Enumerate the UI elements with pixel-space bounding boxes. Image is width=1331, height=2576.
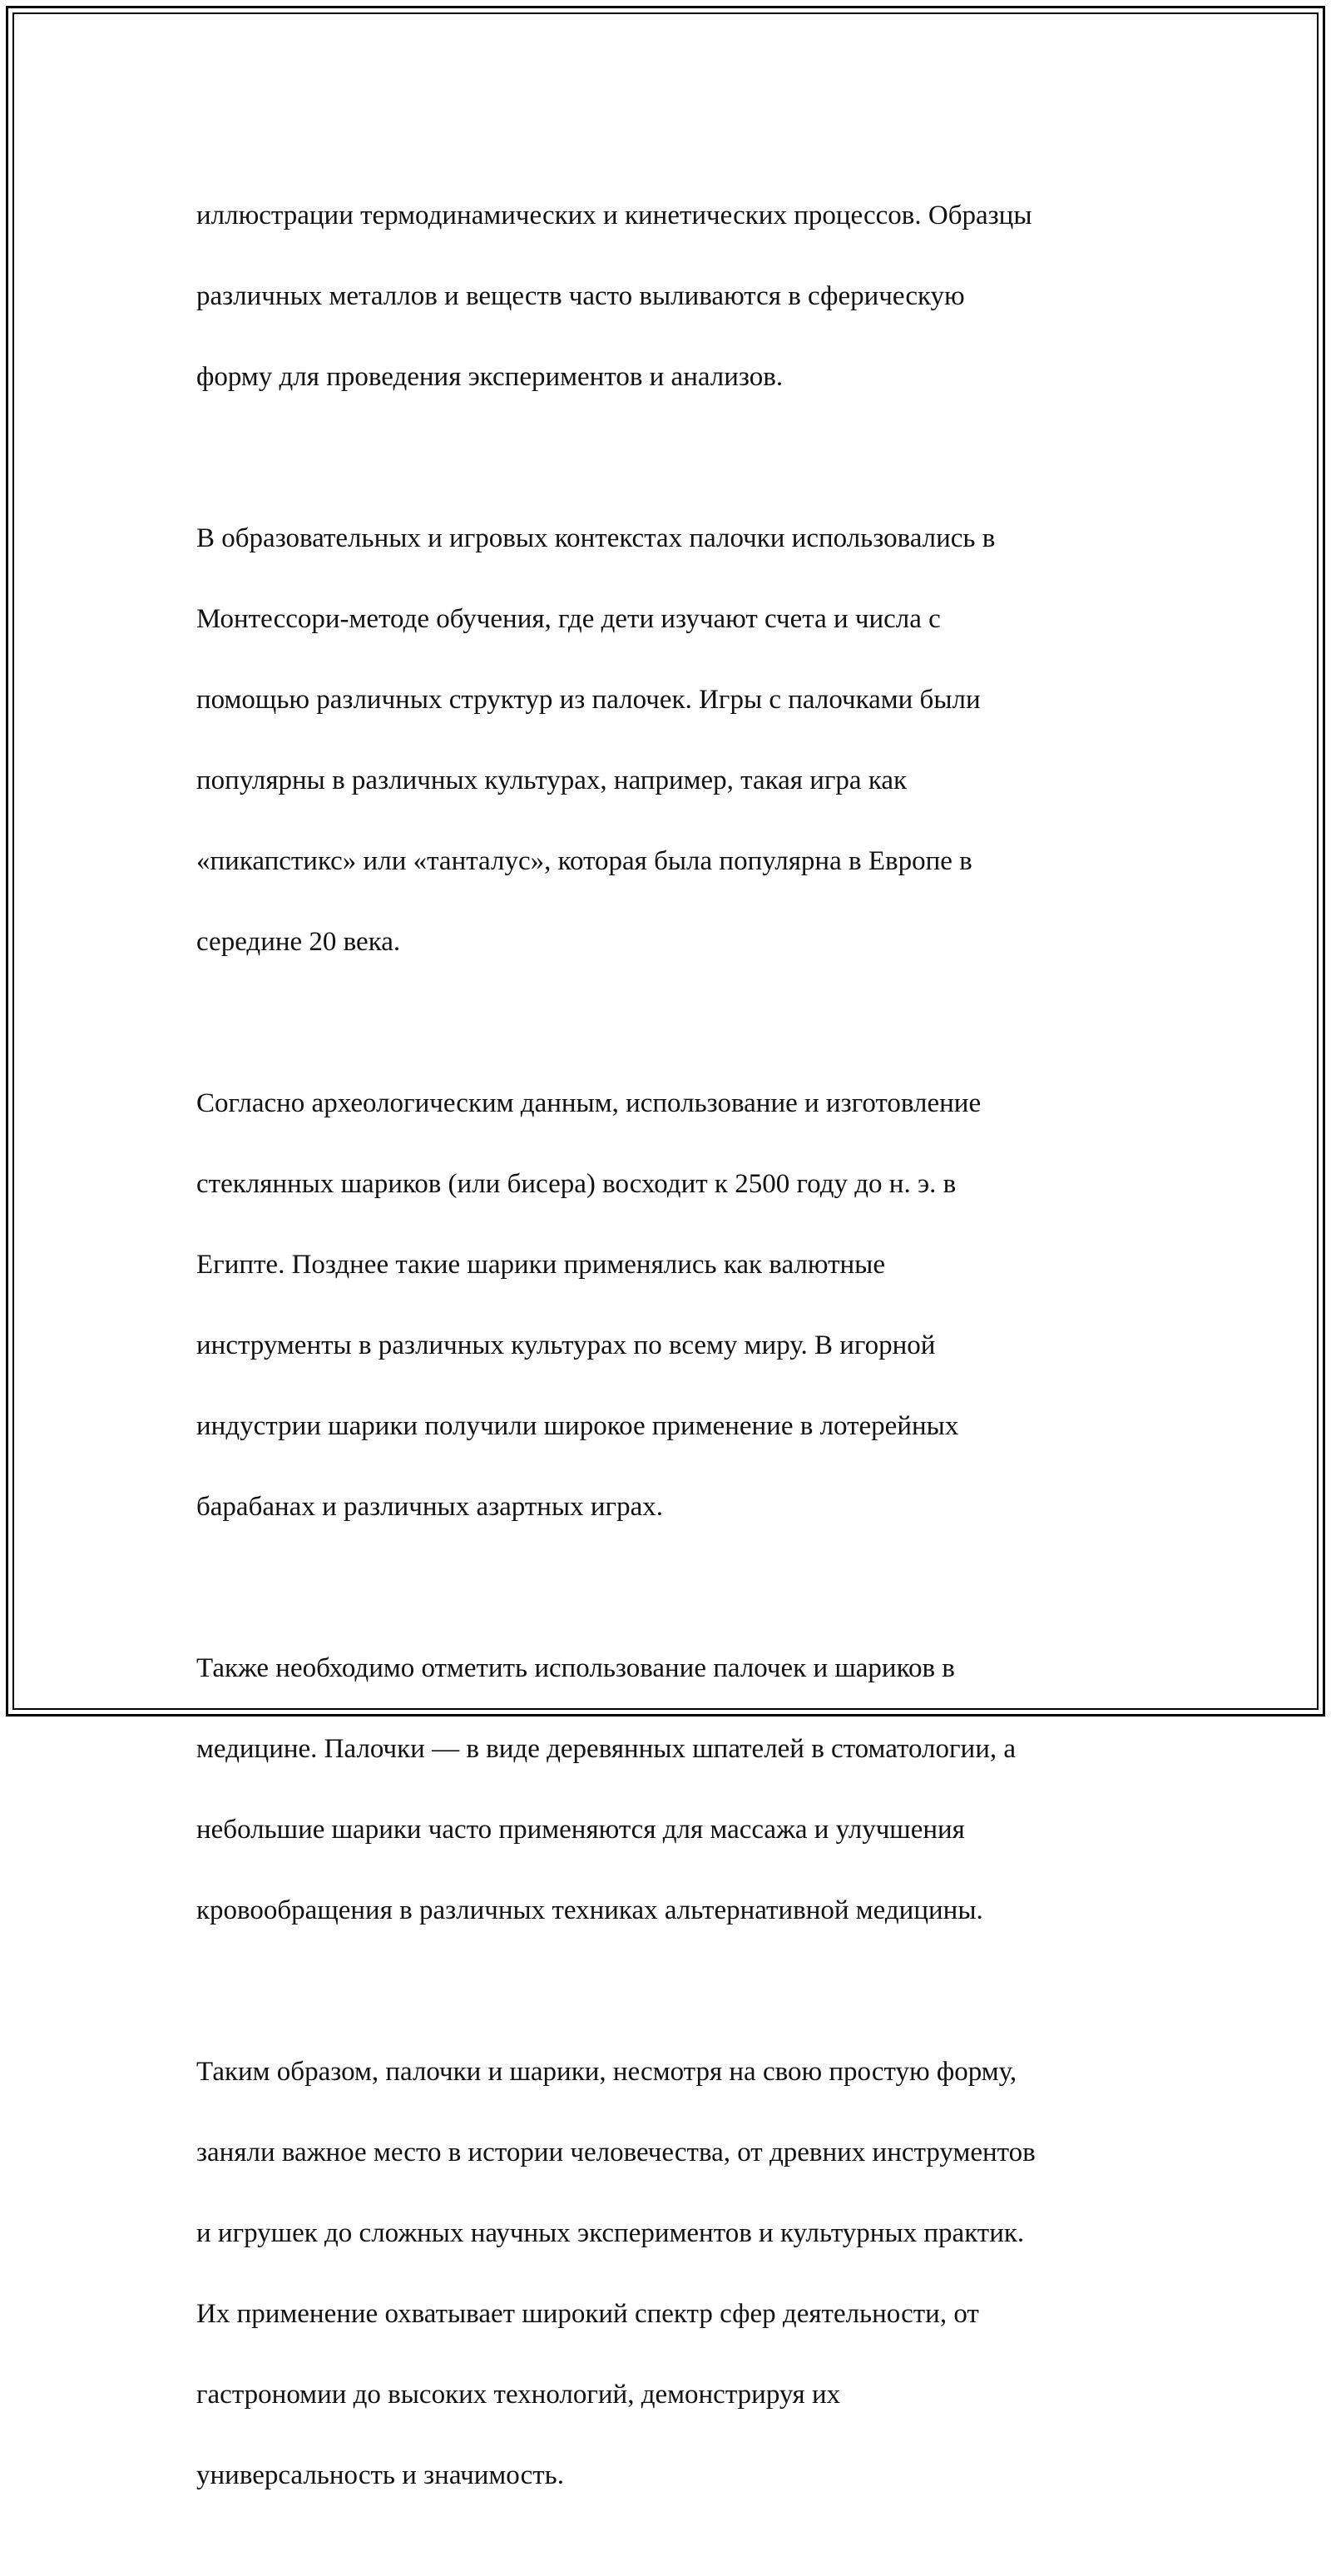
text-line: Согласно археологическим данным, использование и изготовление bbox=[196, 1087, 982, 1118]
paragraph-2 bbox=[196, 478, 1145, 1003]
paragraph-3 bbox=[196, 1043, 1145, 1568]
text-line: гастрономии до высоких технологий, демонстрируя их bbox=[196, 2379, 841, 2410]
text-line: «пикапстикс» или «танталус», которая была популярна в Европе в bbox=[196, 845, 972, 876]
text-line: Также необходимо отметить использование палочек и шариков в bbox=[196, 1652, 955, 1683]
document-body bbox=[196, 155, 1145, 2576]
text-line: середине 20 века. bbox=[196, 926, 401, 957]
text-line: заняли важное место в истории человечества, от древних инструментов bbox=[196, 2137, 1036, 2167]
text-line: медицине. Палочки — в виде деревянных шпателей в стоматологии, а bbox=[196, 1733, 1017, 1764]
text-line: Египте. Позднее такие шарики применялись как валютные bbox=[196, 1249, 885, 1280]
paragraph-4 bbox=[196, 1608, 1145, 1971]
text-line: форму для проведения экспериментов и анализов. bbox=[196, 361, 784, 392]
text-line: популярны в различных культурах, например, такая игра как bbox=[196, 765, 908, 795]
text-line: различных металлов и веществ часто выливаются в сферическую bbox=[196, 280, 965, 311]
text-line: Их применение охватывает широкий спектр сфер деятельности, от bbox=[196, 2298, 979, 2329]
text-line: Таким образом, палочки и шарики, несмотря на свою простую форму, bbox=[196, 2056, 1017, 2087]
text-line: барабанах и различных азартных играх. bbox=[196, 1491, 663, 1522]
text-line: помощью различных структур из палочек. Игры с палочками были bbox=[196, 684, 981, 715]
paragraph-1 bbox=[196, 155, 1145, 438]
text-line: небольшие шарики часто применяются для массажа и улучшения bbox=[196, 1814, 965, 1845]
paragraph-5 bbox=[196, 2011, 1145, 2536]
text-line: универсальность и значимость. bbox=[196, 2460, 564, 2490]
text-line: В образовательных и игровых контекстах палочки использовались в bbox=[196, 523, 996, 553]
text-line: и игрушек до сложных научных экспериментов и культурных практик. bbox=[196, 2217, 1025, 2248]
text-line: кровообращения в различных техниках альтернативной медицины. bbox=[196, 1895, 983, 1925]
text-line: инструменты в различных культурах по всему миру. В игорной bbox=[196, 1330, 936, 1360]
text-line: иллюстрации термодинамических и кинетических процессов. Образцы bbox=[196, 200, 1032, 230]
text-line: индустрии шарики получили широкое применение в лотерейных bbox=[196, 1410, 959, 1441]
text-line: стеклянных шариков (или бисера) восходит к 2500 году до н. э. в bbox=[196, 1168, 957, 1199]
text-line: Монтессори-методе обучения, где дети изучают счета и числа с bbox=[196, 603, 941, 634]
